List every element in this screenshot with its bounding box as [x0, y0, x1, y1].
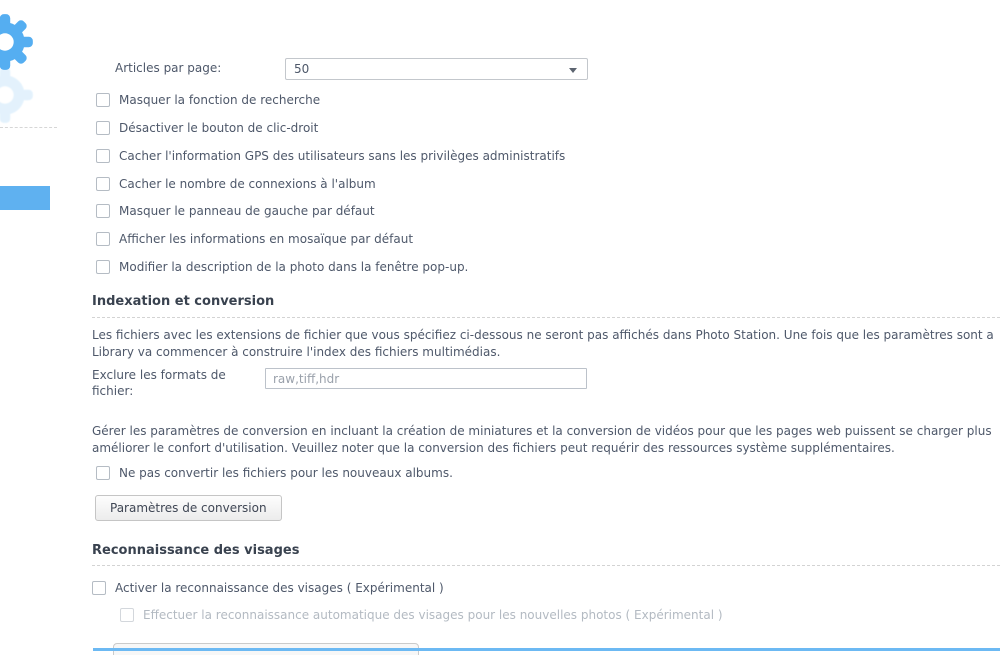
conversion-description: Gérer les paramètres de conversion en incluant la création de miniatures et la conversion de vidéos pour que les pages web puissent se charger plus améliorer le confort d'utilisation. Veuillez noter que la conversion des fichiers peut requérir des ressources système supplémentaires.: [92, 424, 992, 455]
items-per-page-value: 50: [294, 62, 310, 76]
checkbox[interactable]: [96, 121, 110, 135]
checkbox-row-mosaic-info[interactable]: [96, 232, 413, 246]
checkbox-row-hide-login-count[interactable]: [96, 177, 376, 191]
items-per-page-dropdown[interactable]: [285, 58, 588, 80]
checkbox-label: Ne pas convertir les fichiers pour les nouveaux albums.: [119, 466, 453, 480]
sidebar-separator: [0, 127, 57, 128]
conversion-settings-button[interactable]: Paramètres de conversion: [95, 495, 282, 521]
checkbox-row-disable-rightclick[interactable]: [96, 121, 318, 135]
checkbox-disabled: [120, 608, 134, 622]
checkbox-label: Cacher l'information GPS des utilisateurs sans les privilèges administratifs: [119, 149, 566, 163]
checkbox[interactable]: [96, 204, 110, 218]
checkbox-row-edit-description-popup[interactable]: [96, 260, 468, 274]
checkbox[interactable]: [96, 232, 110, 246]
sidebar-selected-item-indicator[interactable]: [0, 186, 50, 210]
checkbox[interactable]: [96, 260, 110, 274]
gear-icon-reflection: [0, 66, 34, 124]
checkbox[interactable]: [96, 177, 110, 191]
section-title-indexing: Indexation et conversion: [92, 294, 275, 309]
checkbox[interactable]: [92, 581, 106, 595]
checkbox-row-hide-gps[interactable]: [96, 149, 565, 163]
checkbox-label: Désactiver le bouton de clic-droit: [119, 121, 319, 135]
section-separator: [92, 317, 1000, 318]
items-per-page-label: Articles par page:: [115, 61, 222, 75]
chevron-down-icon: [569, 68, 577, 73]
checkbox-row-hide-search[interactable]: [96, 93, 320, 107]
gear-icon: [0, 13, 34, 71]
checkbox-row-hide-left-panel[interactable]: [96, 204, 375, 218]
section-title-face-recognition: Reconnaissance des visages: [92, 543, 300, 558]
checkbox[interactable]: [96, 149, 110, 163]
checkbox-label: Masquer le panneau de gauche par défaut: [119, 204, 375, 218]
blue-divider: [93, 648, 1000, 651]
section-separator: [92, 565, 1000, 566]
checkbox-label: Modifier la description de la photo dans la fenêtre pop-up.: [119, 260, 469, 274]
checkbox-row-no-convert[interactable]: [96, 466, 453, 480]
indexing-description: Les fichiers avec les extensions de fichier que vous spécifiez ci-dessous ne seront pas affichés dans Photo Station. Une fois que les paramètres sont a Library va commencer à construire l'index des fichiers multimédias.: [92, 328, 994, 359]
checkbox-label: Masquer la fonction de recherche: [119, 93, 321, 107]
checkbox-row-auto-face-recognition: [120, 608, 723, 622]
checkbox[interactable]: [96, 466, 110, 480]
exclude-formats-input[interactable]: [265, 368, 587, 389]
checkbox-label: Activer la reconnaissance des visages ( Expérimental ): [115, 581, 444, 595]
exclude-formats-label: Exclure les formats de fichier:: [92, 368, 226, 398]
checkbox-label: Cacher le nombre de connexions à l'album: [119, 177, 376, 191]
checkbox-row-enable-face-recognition[interactable]: [92, 581, 444, 595]
checkbox-label: Effectuer la reconnaissance automatique des visages pour les nouvelles photos ( Expérimental ): [143, 608, 723, 622]
checkbox-label: Afficher les informations en mosaïque par défaut: [119, 232, 414, 246]
checkbox[interactable]: [96, 93, 110, 107]
